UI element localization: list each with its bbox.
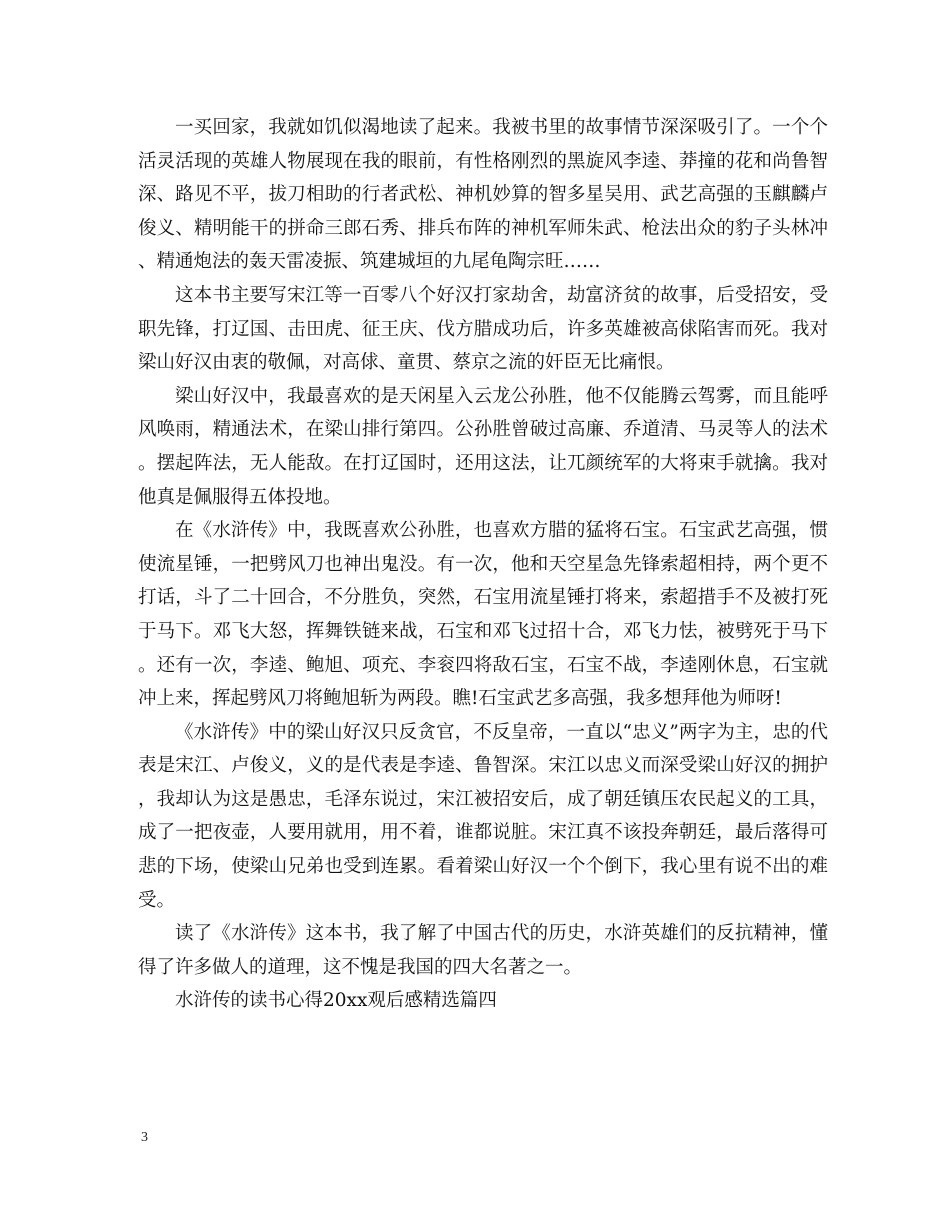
paragraph-5: 《水浒传》中的梁山好汉只反贪官，不反皇帝，一直以“忠义”两字为主，忠的代表是宋江、卢俊义，义的是代表是李逵、鲁智深。宋江以忠义而深受梁山好汉的拥护，我却认为这是愚忠，毛泽东说过，宋江被招安后，成了朝廷镇压农民起义的工具，成了一把夜壶，人要用就用，用不着，谁都说脏。宋江真不该投奔朝廷，最后落得可悲的下场，使梁山兄弟也受到连累。看着梁山好汉一个个倒下，我心里有说不出的难受。 [138, 721, 828, 911]
document-body [138, 111, 828, 1018]
paragraph-4: 在《水浒传》中，我既喜欢公孙胜，也喜欢方腊的猛将石宝。石宝武艺高强，惯使流星锤，一把劈风刀也神出鬼没。有一次，他和天空星急先锋索超相持，两个更不打话，斗了二十回合，不分胜负，突然，石宝用流星锤打将来，索超措手不及被打死于马下。邓飞大怒，挥舞铁链来战，石宝和邓飞过招十合，邓飞力怯，被劈死于马下。还有一次，李逵、鲍旭、项充、李衮四将敌石宝，石宝不战，李逵刚休息，石宝就冲上来，挥起劈风刀将鲍旭斩为两段。瞧!石宝武艺多高强，我多想拜他为师呀! [138, 520, 828, 710]
paragraph-6: 读了《水浒传》这本书，我了解了中国古代的历史，水浒英雄们的反抗精神，懂得了许多做人的道理，这不愧是我国的四大名著之一。 [138, 923, 828, 978]
page-number: 3 [141, 1130, 148, 1145]
paragraph-2: 这本书主要写宋江等一百零八个好汉打家劫舍，劫富济贫的故事，后受招安，受职先锋，打辽国、击田虎、征王庆、伐方腊成功后，许多英雄被高俅陷害而死。我对梁山好汉由衷的敬佩，对高俅、童贯、蔡京之流的奸臣无比痛恨。 [138, 284, 828, 374]
paragraph-3: 梁山好汉中，我最喜欢的是天闲星入云龙公孙胜，他不仅能腾云驾雾，而且能呼风唤雨，精通法术，在梁山排行第四。公孙胜曾破过高廉、乔道清、马灵等人的法术。摆起阵法，无人能敌。在打辽国时，还用这法，让兀颜统军的大将束手就擒。我对他真是佩服得五体投地。 [138, 385, 828, 508]
paragraph-1: 一买回家，我就如饥似渴地读了起来。我被书里的故事情节深深吸引了。一个个活灵活现的英雄人物展现在我的眼前，有性格刚烈的黑旋风李逵、莽撞的花和尚鲁智深、路见不平，拔刀相助的行者武松、神机妙算的智多星吴用、武艺高强的玉麒麟卢俊义、精明能干的拼命三郎石秀、排兵布阵的神机军师朱武、枪法出众的豹子头林冲、精通炮法的轰天雷凌振、筑建城垣的九尾龟陶宗旺…… [138, 117, 828, 273]
section-heading: 水浒传的读书心得20xx观后感精选篇四 [175, 990, 497, 1012]
